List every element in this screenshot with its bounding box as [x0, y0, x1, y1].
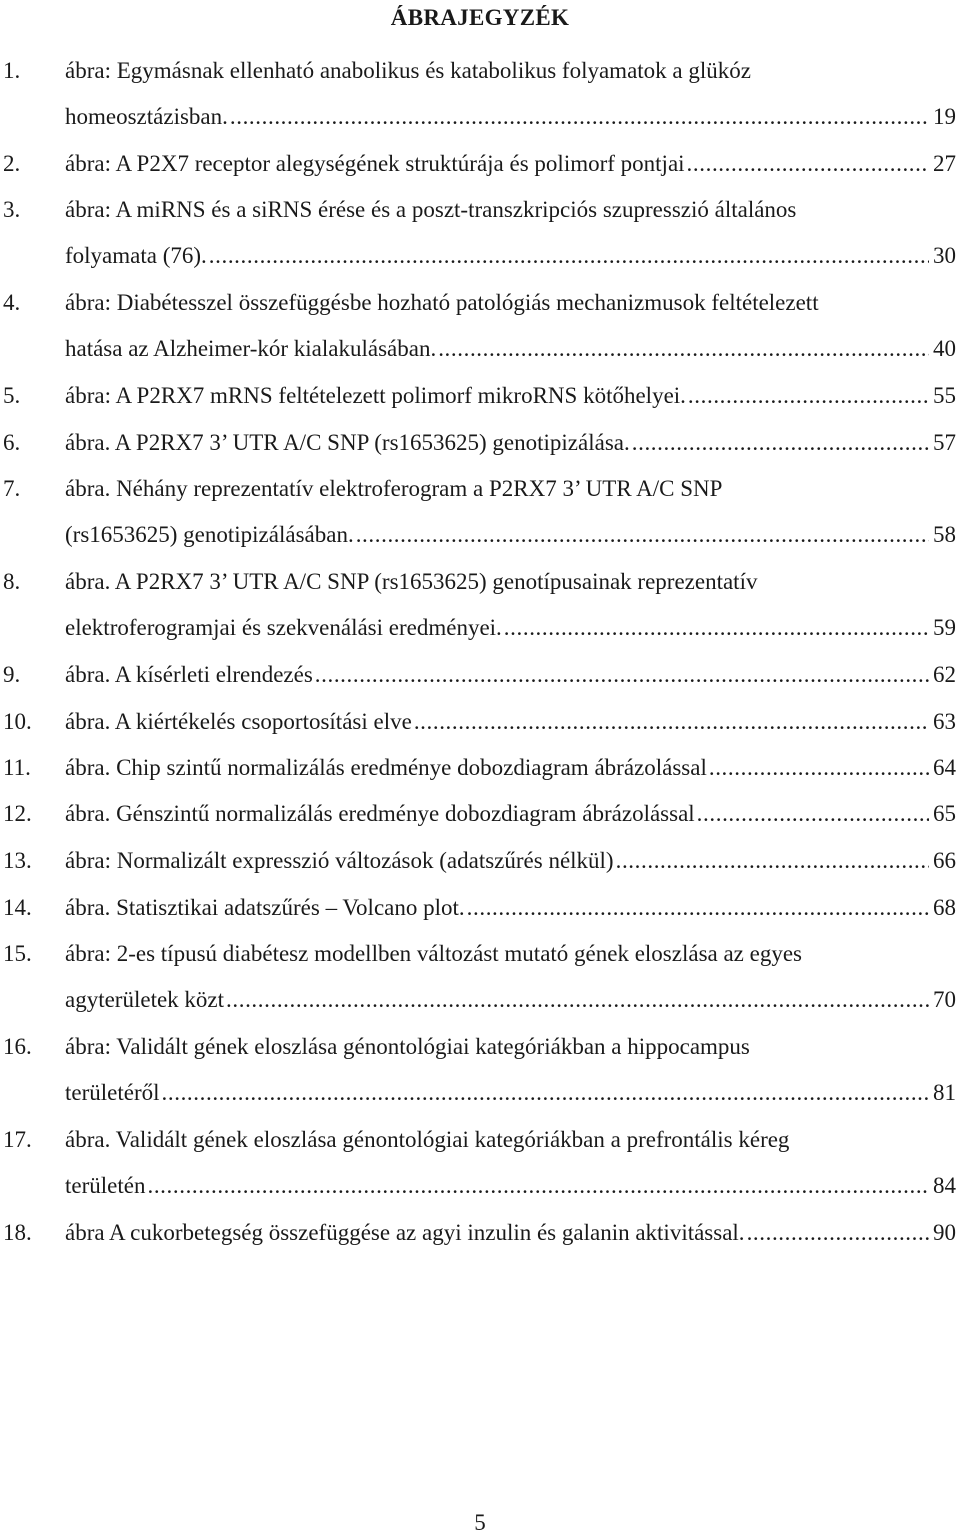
figure-caption-with-leader — [65, 1170, 956, 1202]
figure-entry-line — [0, 1170, 960, 1202]
figure-entry-line — [0, 845, 960, 877]
figure-entry-line — [0, 1031, 960, 1063]
figure-number: 14. — [3, 895, 32, 920]
figure-caption: ábra: Validált gének eloszlása génontológiai kategóriákban a hippocampus — [65, 1034, 750, 1059]
figure-caption: ábra. Statisztikai adatszűrés – Volcano plot. — [65, 895, 465, 920]
figure-caption: hatása az Alzheimer-kór kialakulásában. — [65, 336, 437, 361]
dot-leader — [356, 519, 929, 551]
figure-caption: ábra. Chip szintű normalizálás eredménye dobozdiagram ábrázolással — [65, 755, 707, 780]
figure-caption: ábra. A kiértékelés csoportosítási elve — [65, 709, 412, 734]
figure-entry-line — [0, 984, 960, 1016]
dot-leader — [414, 706, 929, 738]
dot-leader — [438, 333, 929, 365]
figure-number: 10. — [3, 709, 32, 734]
figure-entry-line — [0, 427, 960, 459]
figure-entry-line — [0, 473, 960, 505]
figure-entry-line — [0, 612, 960, 644]
dot-leader — [467, 892, 929, 924]
figure-caption: ábra: A P2RX7 mRNS feltételezett polimorf mikroRNS kötőhelyei. — [65, 383, 686, 408]
figure-caption-with-leader — [65, 892, 956, 924]
figure-entry-line — [0, 194, 960, 226]
dot-leader — [697, 798, 929, 830]
figure-entry-line — [0, 1077, 960, 1109]
figure-caption: ábra. A kísérleti elrendezés — [65, 662, 313, 687]
figure-number: 11. — [3, 755, 31, 780]
figure-number: 8. — [3, 569, 21, 594]
figure-page-number: 40 — [933, 336, 956, 361]
dot-leader — [162, 1077, 929, 1109]
figure-entry-line — [0, 519, 960, 551]
figure-caption: ábra. A P2RX7 3’ UTR A/C SNP (rs1653625) genotípusainak reprezentatív — [65, 569, 758, 594]
figure-caption: homeosztázisban. — [65, 104, 228, 129]
figure-caption: (rs1653625) genotipizálásában. — [65, 522, 354, 547]
figure-caption-with-leader — [65, 1077, 956, 1109]
figure-page-number: 55 — [933, 383, 956, 408]
figure-page-number: 63 — [933, 709, 956, 734]
figure-page-number: 90 — [933, 1220, 956, 1245]
figure-page-number: 59 — [933, 615, 956, 640]
figure-caption-with-leader — [65, 612, 956, 644]
figure-entry-line — [0, 240, 960, 272]
figure-page-number: 27 — [933, 151, 956, 176]
figure-page-number: 70 — [933, 987, 956, 1012]
figure-caption: területén — [65, 1173, 146, 1198]
dot-leader — [504, 612, 929, 644]
figure-caption-with-leader — [65, 752, 956, 784]
figure-caption-with-leader — [65, 798, 956, 830]
figure-page-number: 66 — [933, 848, 956, 873]
figure-entry-line — [0, 1217, 960, 1249]
figure-caption: agyterületek közt — [65, 987, 225, 1012]
figure-number: 15. — [3, 941, 32, 966]
dot-leader — [616, 845, 929, 877]
figure-entry-line — [0, 566, 960, 598]
figure-caption-with-leader — [65, 659, 956, 691]
dot-leader — [147, 1170, 929, 1202]
page-title: ÁBRAJEGYZÉK — [390, 5, 570, 30]
figure-caption: ábra. Néhány reprezentatív elektroferogram a P2RX7 3’ UTR A/C SNP — [65, 476, 723, 501]
figure-number: 9. — [3, 662, 21, 687]
figure-caption-with-leader — [65, 427, 956, 459]
figure-page-number: 57 — [933, 430, 956, 455]
figure-caption-with-leader — [65, 380, 956, 412]
figure-caption-with-leader — [65, 706, 956, 738]
figure-entry-line — [0, 659, 960, 691]
figure-number: 3. — [3, 197, 21, 222]
figure-number: 16. — [3, 1034, 32, 1059]
figure-caption: ábra: A P2X7 receptor alegységének struktúrája és polimorf pontjai — [65, 151, 685, 176]
figure-caption-with-leader — [65, 101, 956, 133]
figure-caption: területéről — [65, 1080, 160, 1105]
figure-entry-line — [0, 892, 960, 924]
figure-number: 2. — [3, 151, 21, 176]
figure-number: 6. — [3, 430, 21, 455]
figure-entry-line — [0, 148, 960, 180]
figure-caption-with-leader — [65, 519, 956, 551]
page-number: 5 — [474, 1510, 486, 1535]
figure-entry-line — [0, 938, 960, 970]
figure-number: 7. — [3, 476, 21, 501]
figure-entry-line — [0, 752, 960, 784]
figure-caption-with-leader — [65, 1217, 956, 1249]
figure-page-number: 65 — [933, 801, 956, 826]
figure-page-number: 30 — [933, 243, 956, 268]
figure-page-number: 62 — [933, 662, 956, 687]
figure-number: 18. — [3, 1220, 32, 1245]
figure-caption: ábra. Validált gének eloszlása génontológiai kategóriákban a prefrontális kéreg — [65, 1127, 790, 1152]
dot-leader — [209, 240, 929, 272]
figure-entry-line — [0, 706, 960, 738]
figure-caption: ábra. A P2RX7 3’ UTR A/C SNP (rs1653625) genotipizálása. — [65, 430, 630, 455]
figure-entry-line — [0, 380, 960, 412]
dot-leader — [230, 101, 929, 133]
figure-number: 17. — [3, 1127, 32, 1152]
figure-caption-with-leader — [65, 148, 956, 180]
figure-page-number: 19 — [933, 104, 956, 129]
figure-caption: ábra: A miRNS és a siRNS érése és a poszt-transzkripciós szupresszió általános — [65, 197, 797, 222]
figure-entry-line — [0, 1124, 960, 1156]
dot-leader — [709, 752, 929, 784]
figure-entry-line — [0, 55, 960, 87]
figure-number: 13. — [3, 848, 32, 873]
figure-number: 1. — [3, 58, 21, 83]
figure-page-number: 64 — [933, 755, 956, 780]
figure-page-number: 68 — [933, 895, 956, 920]
figure-entry-line — [0, 333, 960, 365]
dot-leader — [315, 659, 929, 691]
figure-caption-with-leader — [65, 845, 956, 877]
dot-leader — [687, 148, 929, 180]
figure-number: 5. — [3, 383, 21, 408]
figure-caption: ábra. Génszintű normalizálás eredménye dobozdiagram ábrázolással — [65, 801, 695, 826]
figure-number: 4. — [3, 290, 21, 315]
figure-caption: folyamata (76). — [65, 243, 207, 268]
figure-caption: ábra: 2-es típusú diabétesz modellben változást mutató gének eloszlása az egyes — [65, 941, 803, 966]
figure-caption: elektroferogramjai és szekvenálási eredményei. — [65, 615, 502, 640]
figure-caption: ábra A cukorbetegség összefüggése az agyi inzulin és galanin aktivitással. — [65, 1220, 745, 1245]
figure-entry-line — [0, 287, 960, 319]
dot-leader — [747, 1217, 929, 1249]
figure-caption: ábra: Normalizált expresszió változások (adatszűrés nélkül) — [65, 848, 614, 873]
figure-number: 12. — [3, 801, 32, 826]
dot-leader — [688, 380, 929, 412]
dot-leader — [632, 427, 929, 459]
dot-leader — [226, 984, 929, 1016]
figure-page-number: 84 — [933, 1173, 956, 1198]
figure-caption: ábra: Diabétesszel összefüggésbe hozható patológiás mechanizmusok feltételezett — [65, 290, 819, 315]
figure-page-number: 81 — [933, 1080, 956, 1105]
figure-caption-with-leader — [65, 333, 956, 365]
figure-entry-line — [0, 101, 960, 133]
figure-entry-line — [0, 798, 960, 830]
figure-caption: ábra: Egymásnak ellenható anabolikus és katabolikus folyamatok a glükóz — [65, 58, 751, 83]
figure-page-number: 58 — [933, 522, 956, 547]
figure-caption-with-leader — [65, 984, 956, 1016]
figure-caption-with-leader — [65, 240, 956, 272]
